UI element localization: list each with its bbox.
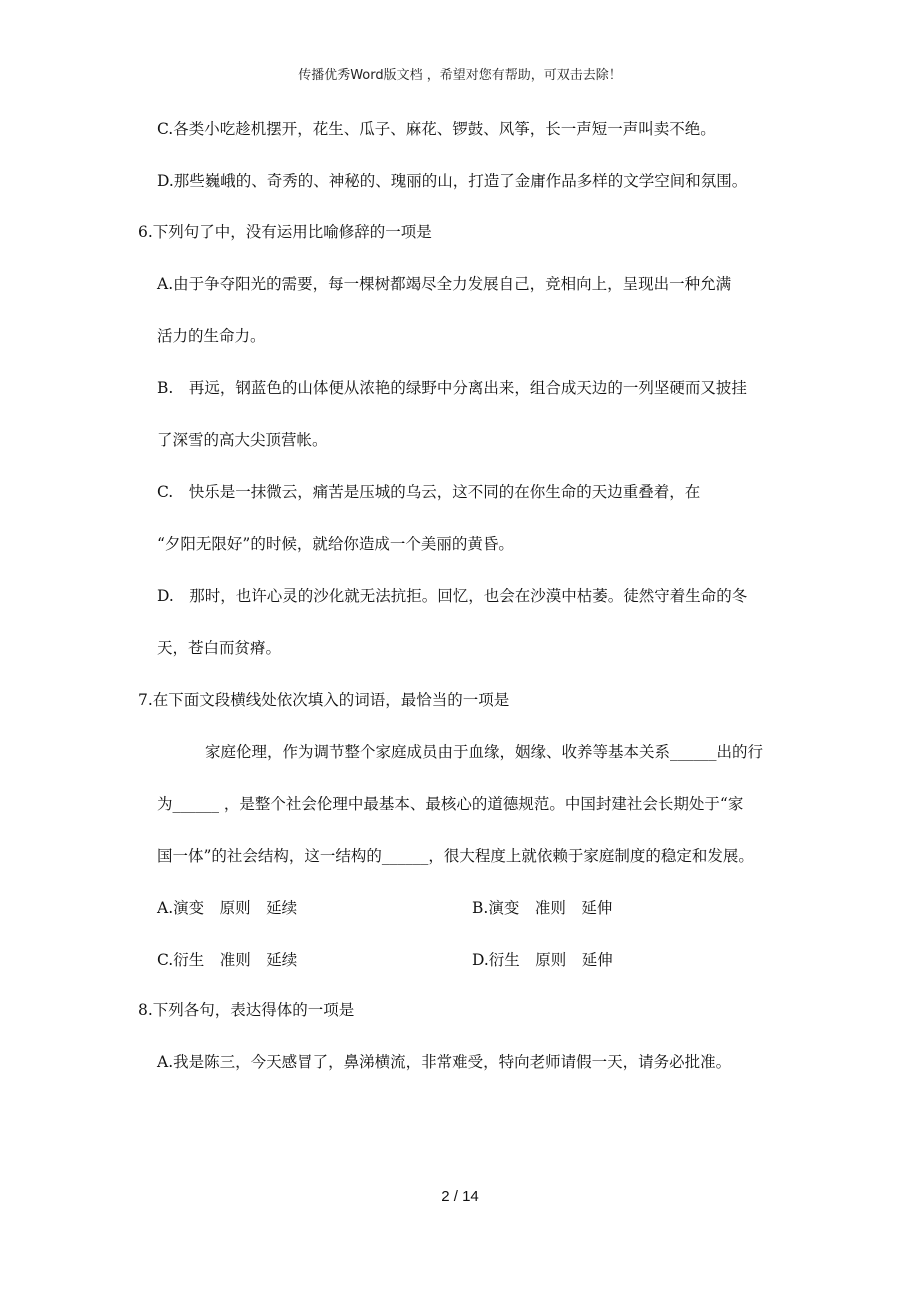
q6-option-c-line1: C. 快乐是一抹微云，痛苦是压城的乌云，这不同的在你生命的天边重叠着，在: [157, 483, 701, 501]
q7-option-b: B.演变 准则 延伸: [472, 899, 613, 917]
q7-option-c: C.衍生 准则 延续: [157, 951, 298, 969]
q6-option-d-line2: 天，苍白而贫瘠。: [157, 639, 282, 657]
q7-stem: 7.在下面文段横线处依次填入的词语，最恰当的一项是: [138, 691, 510, 709]
q6-option-d-line1: D. 那时，也许心灵的沙化就无法抗拒。回忆，也会在沙漠中枯萎。徒然守着生命的冬: [157, 587, 748, 605]
q7-passage-line2: 为______ ，是整个社会伦理中最基本、最核心的道德规范。中国封建社会长期处于“家: [157, 795, 744, 813]
q8-option-a: A.我是陈三，今天感冒了，鼻涕横流，非常难受，特向老师请假一天，请务必批准。: [157, 1053, 732, 1071]
q6-option-b-line1: B. 再远，钢蓝色的山体便从浓艳的绿野中分离出来，组合成天边的一列坚硬而又披挂: [157, 379, 747, 397]
q8-stem: 8.下列各句，表达得体的一项是: [138, 1001, 355, 1019]
q6-stem: 6.下列句了中，没有运用比喻修辞的一项是: [138, 223, 432, 241]
q5-option-d: D.那些巍峨的、奇秀的、神秘的、瑰丽的山，打造了金庸作品多样的文学空间和氛围。: [157, 172, 748, 190]
q7-option-d: D.衍生 原则 延伸: [472, 951, 613, 969]
q6-option-c-line2: “夕阳无限好”的时候，就给你造成一个美丽的黄昏。: [157, 535, 514, 553]
q7-passage-line3: 国一体”的社会结构，这一结构的______，很大程度上就依赖于家庭制度的稳定和发展。: [157, 847, 754, 865]
q7-passage-line1: 家庭伦理，作为调节整个家庭成员由于血缘，姻缘、收养等基本关系______出的行: [205, 743, 764, 761]
q5-option-c: C.各类小吃趁机摆开，花生、瓜子、麻花、锣鼓、风筝，长一声短一声叫卖不绝。: [157, 120, 716, 138]
document-header-note: 传播优秀Word版文档 ，希望对您有帮助，可双击去除！: [298, 68, 622, 83]
q6-option-a-line1: A.由于争夺阳光的需要，每一棵树都竭尽全力发展自己，竞相向上，呈现出一种允满: [157, 275, 732, 293]
q6-option-b-line2: 了深雪的高大尖顶营帐。: [157, 431, 328, 449]
q6-option-a-line2: 活力的生命力。: [157, 327, 266, 345]
page-number: 2 / 14: [441, 1188, 479, 1205]
q7-option-a: A.演变 原则 延续: [157, 899, 298, 917]
